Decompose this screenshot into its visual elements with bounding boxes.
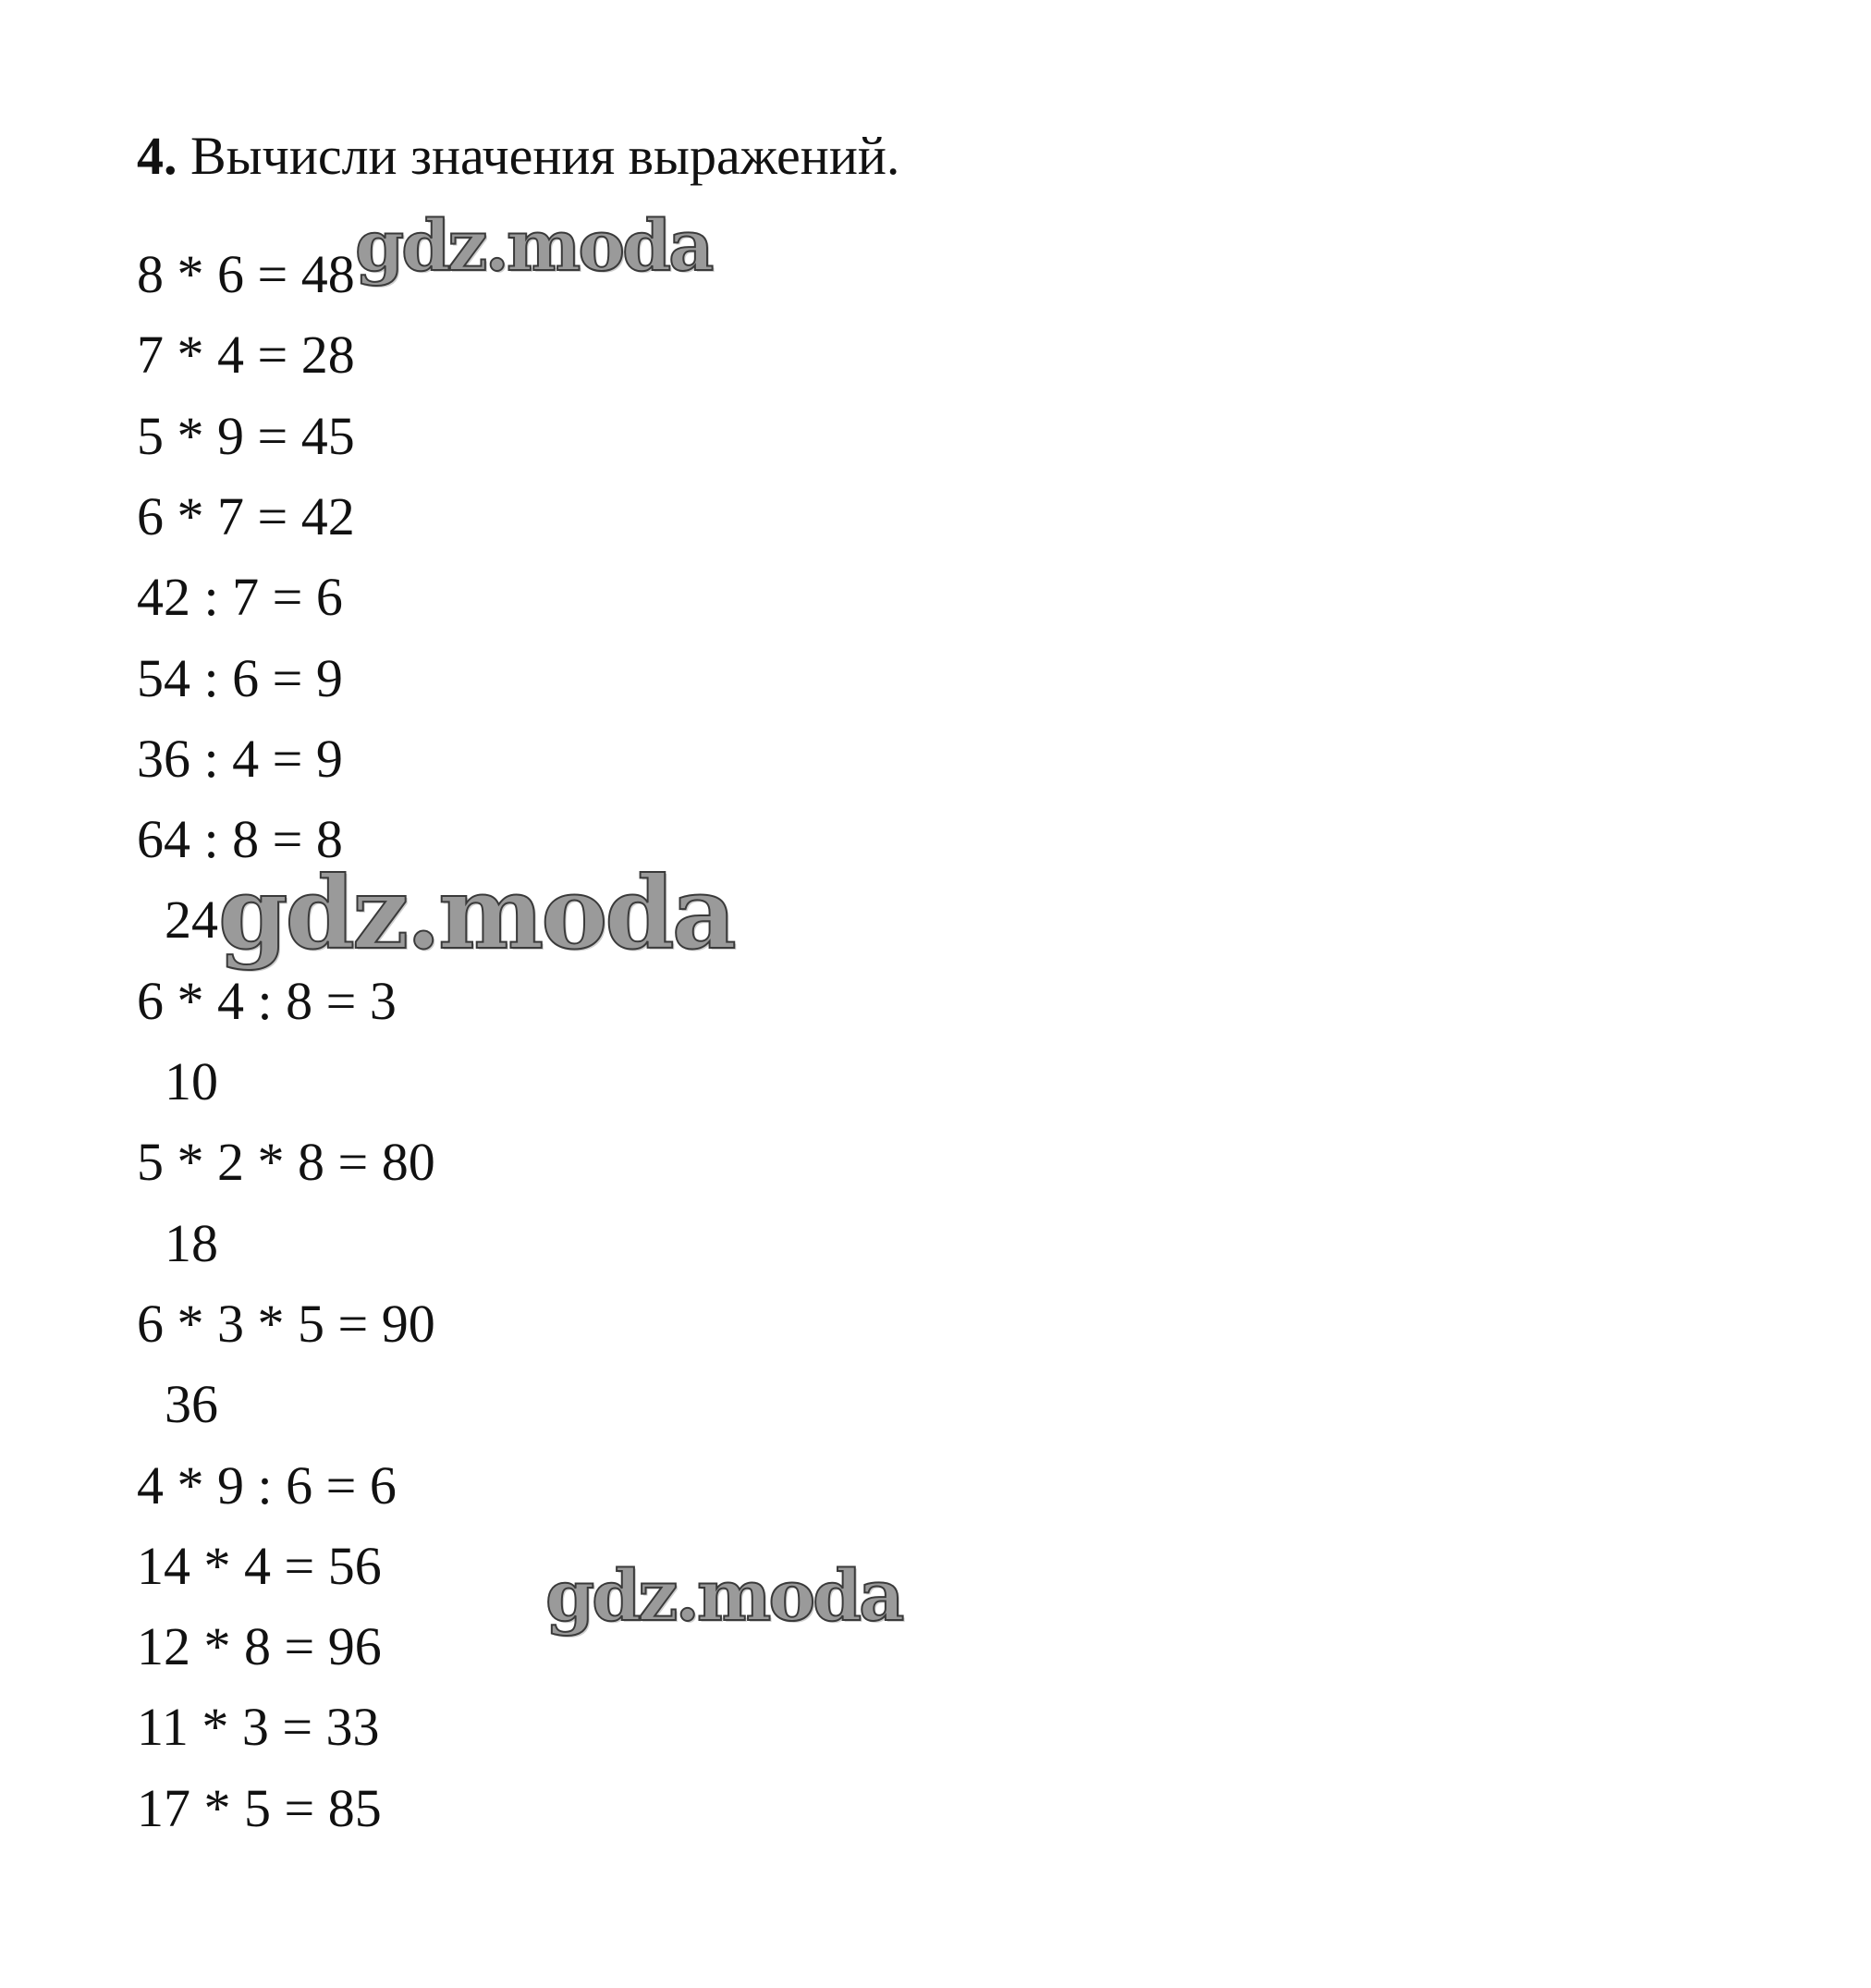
watermark: gdz.moda [545, 1554, 902, 1637]
expression-line: 36 : 4 = 9 [137, 729, 343, 789]
watermark: gdz.moda [355, 204, 712, 287]
expression-line: 17 * 5 = 85 [137, 1778, 382, 1838]
watermark: gdz.moda [218, 855, 734, 972]
expression-line: 12 * 8 = 96 [137, 1616, 382, 1676]
expression-line: 64 : 8 = 8 [137, 809, 343, 869]
expression-line: 14 * 4 = 56 [137, 1536, 382, 1596]
expression-line: 5 * 9 = 45 [137, 406, 355, 466]
expression-line: 7 * 4 = 28 [137, 325, 355, 385]
intermediate-result: 24 [165, 890, 218, 950]
exercise-title [137, 126, 900, 186]
expression-line: 5 * 2 * 8 = 80 [137, 1132, 435, 1192]
expression-line: 6 * 4 : 8 = 3 [137, 971, 397, 1031]
intermediate-result: 18 [165, 1213, 218, 1273]
expression-line: 6 * 7 = 42 [137, 486, 355, 546]
exercise-instruction: Вычисли значения выражений. [177, 126, 900, 186]
expression-line: 54 : 6 = 9 [137, 648, 343, 708]
exercise-number: 4. [137, 126, 177, 186]
expression-line: 8 * 6 = 48 [137, 244, 355, 304]
expression-line: 4 * 9 : 6 = 6 [137, 1455, 397, 1516]
expression-line: 6 * 3 * 5 = 90 [137, 1294, 435, 1354]
intermediate-result: 10 [165, 1051, 218, 1111]
expression-line: 11 * 3 = 33 [137, 1697, 380, 1757]
expression-line: 42 : 7 = 6 [137, 567, 343, 627]
intermediate-result: 36 [165, 1374, 218, 1434]
